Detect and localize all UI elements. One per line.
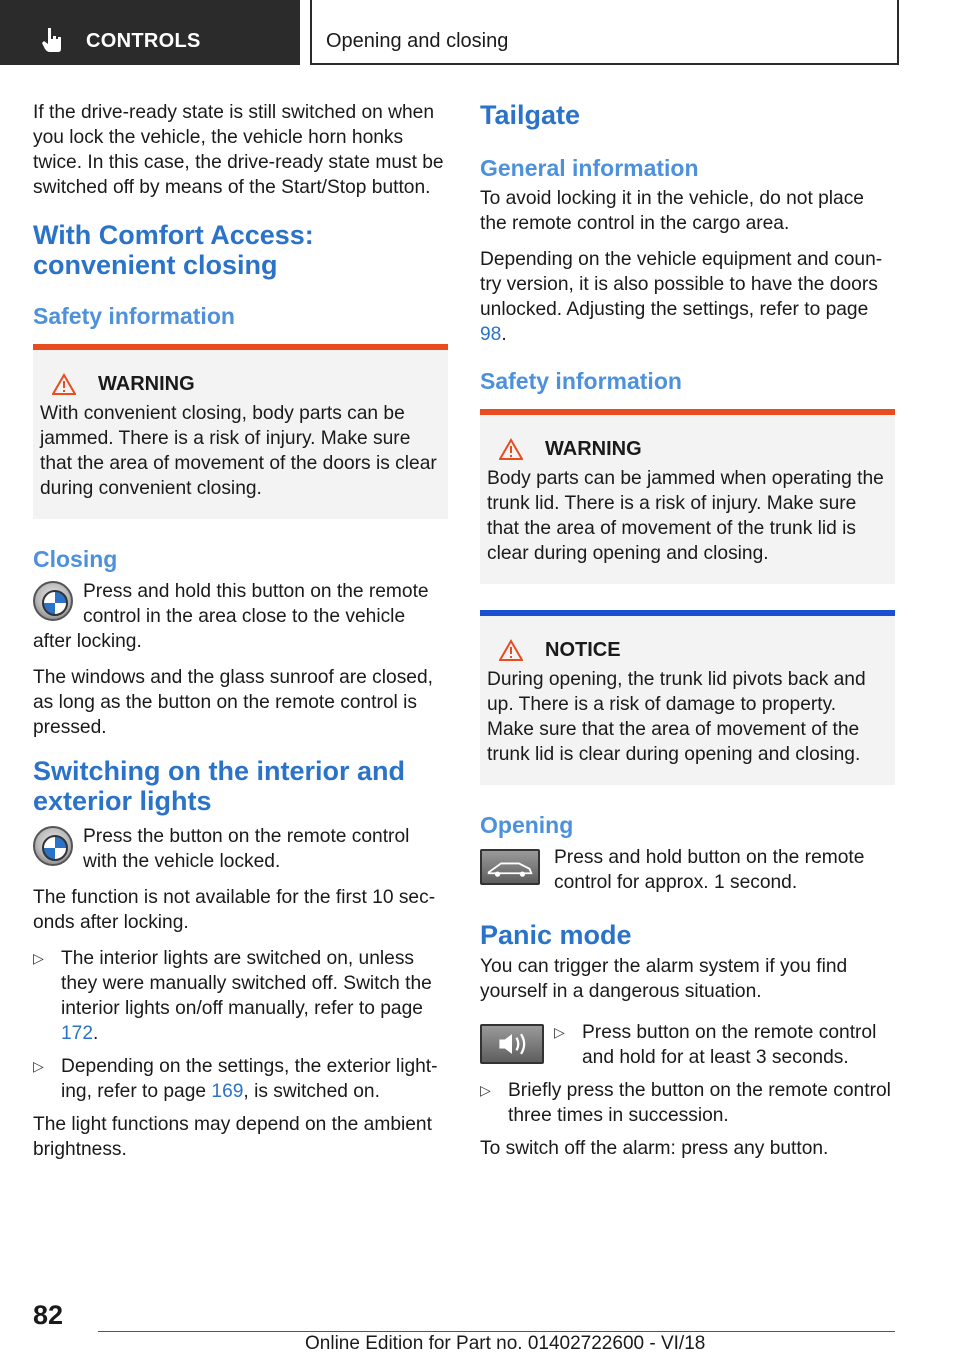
section-title: CONTROLS <box>86 30 201 52</box>
list-item: ▷ Briefly press the button on the remote control three times in succession. <box>480 1080 891 1126</box>
general-text: To avoid locking it in the vehicle, do not place the remote control in the cargo area. <box>480 188 864 234</box>
opening-row <box>480 845 895 895</box>
warning-box <box>480 409 895 584</box>
tailgate-heading: Tailgate <box>480 100 581 130</box>
closing-row <box>33 579 448 654</box>
lights-text: Press the button on the remote control with the vehicle locked. <box>83 826 410 872</box>
triangle-bullet-icon: ▷ <box>480 1082 491 1098</box>
chapter-header <box>310 0 899 65</box>
page-link[interactable]: 98 <box>480 324 502 345</box>
equipment-text: Depending on the vehicle equipment and country version, it is also possible to have the doors unlocked. Adjusting the settings, refer to page 98. <box>480 249 883 345</box>
safety-heading: Safety information <box>480 368 682 394</box>
general-information-heading: General information <box>480 155 699 181</box>
ambient-text: The light functions may depend on the ambient brightness. <box>33 1114 432 1160</box>
chapter-title: Opening and closing <box>326 30 509 52</box>
warning-title: WARNING <box>545 437 642 460</box>
closing-text: Press and hold this button on the remote control in the area close to the vehicle after locking. <box>33 581 429 652</box>
remote-key-icon <box>33 826 73 866</box>
lights-heading: Switching on the interior and exterior lights <box>33 756 406 816</box>
panic-mode-heading: Panic mode <box>480 920 632 950</box>
left-column <box>33 100 448 1173</box>
panic-bullet-list <box>554 1020 895 1070</box>
right-column <box>480 100 895 1172</box>
panic-row <box>480 1020 895 1070</box>
lights-row <box>33 824 448 874</box>
triangle-bullet-icon: ▷ <box>33 1058 44 1074</box>
list-item: ▷ The interior lights are switched on, unless they were manually switched off. Switch the interior lights on/off manually, refer to page 172. <box>33 948 432 1044</box>
closing-heading: Closing <box>33 546 118 572</box>
opening-text: Press and hold button on the remote control for approx. 1 second. <box>554 847 865 893</box>
lights-bullet-list <box>33 946 448 1104</box>
notice-triangle-icon <box>499 639 523 661</box>
warning-text: With convenient closing, body parts can be jammed. There is a risk of injury. Make sure that the area of movement of the doors is clear during convenient closing. <box>40 403 437 499</box>
triangle-bullet-icon: ▷ <box>554 1024 565 1040</box>
panic-button-icon <box>480 1024 544 1064</box>
warning-triangle-icon <box>499 438 523 460</box>
remote-key-icon <box>33 581 73 621</box>
footer-divider <box>98 1331 895 1332</box>
section-tab <box>0 0 300 65</box>
function-text: The function is not available for the first 10 seconds after locking. <box>33 887 436 933</box>
page-link[interactable]: 169 <box>211 1081 244 1102</box>
safety-heading: Safety information <box>33 303 235 329</box>
panic-text: You can trigger the alarm system if you find yourself in a dangerous situation. <box>480 956 848 1002</box>
warning-text: Body parts can be jammed when operating the trunk lid. There is a risk of injury. Make sure that the area of movement of the trunk lid is clear during opening and closing. <box>487 468 884 564</box>
triangle-bullet-icon: ▷ <box>33 950 44 966</box>
intro-paragraph: If the drive-ready state is still switched on when you lock the vehicle, the vehicle horn honks twice. In this case, the drive-ready state must be switched off by means of the Start/Stop button. <box>33 102 444 198</box>
notice-title: NOTICE <box>545 638 621 661</box>
trunk-button-icon <box>480 849 540 885</box>
page-link[interactable]: 172 <box>61 1023 94 1044</box>
windows-text: The windows and the glass sunroof are closed, as long as the button on the remote control is pressed. <box>33 667 433 738</box>
alarm-off-text: To switch off the alarm: press any button. <box>480 1138 829 1159</box>
warning-triangle-icon <box>52 373 76 395</box>
page-number: 82 <box>33 1300 64 1330</box>
opening-heading: Opening <box>480 812 574 838</box>
notice-text: During opening, the trunk lid pivots back and up. There is a risk of damage to property. Make sure that the area of movement of the trunk lid is clear during opening and closing. <box>487 669 866 765</box>
warning-box <box>33 344 448 519</box>
edition-text: Online Edition for Part no. 01402722600 - VI/18 <box>305 1333 706 1354</box>
pointing-hand-icon <box>42 27 64 53</box>
panic-bullet-list-2 <box>480 1078 895 1128</box>
list-item: ▷ Press button on the remote control and hold for at least 3 seconds. <box>554 1022 877 1068</box>
list-item: ▷ Depending on the settings, the exterior lighting, refer to page 169, is switched on. <box>33 1056 438 1102</box>
warning-title: WARNING <box>98 372 195 395</box>
comfort-access-heading: With Comfort Access: convenient closing <box>33 220 314 280</box>
notice-box <box>480 610 895 785</box>
